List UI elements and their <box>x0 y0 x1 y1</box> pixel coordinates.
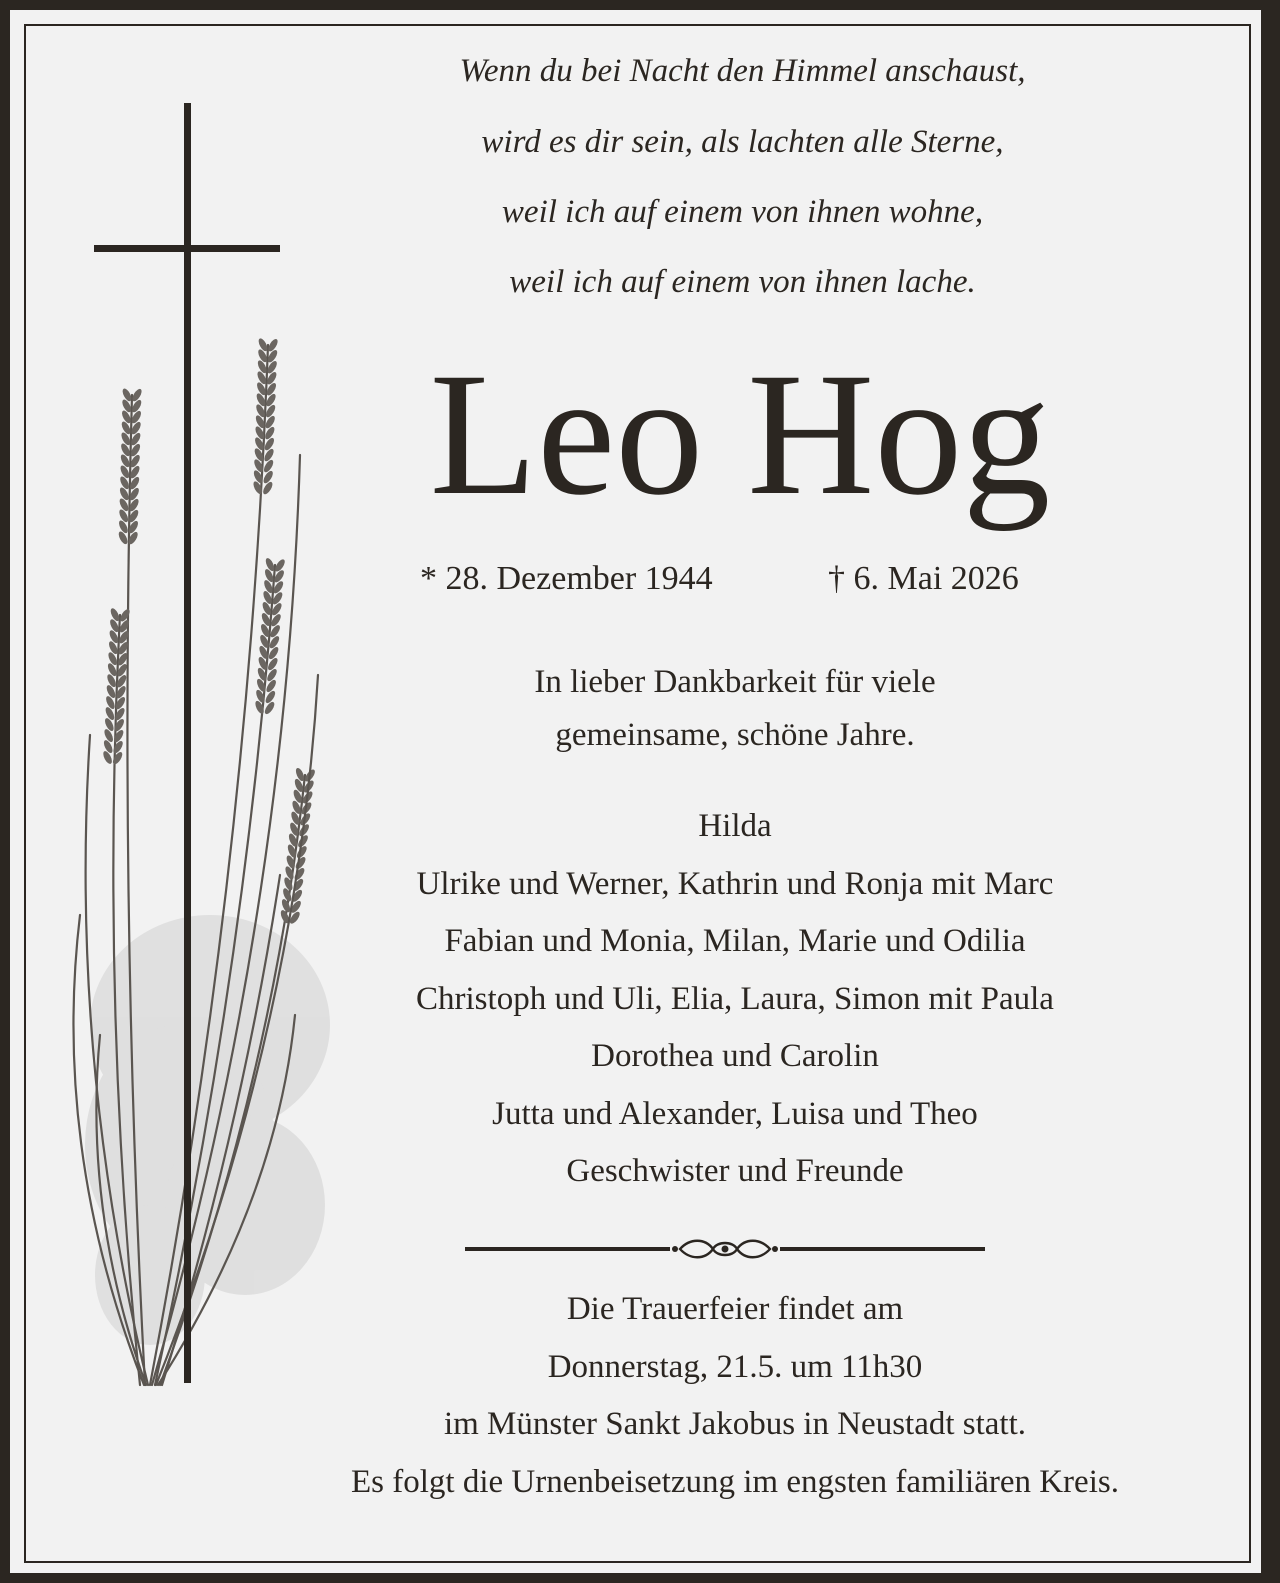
ceremony-line: Donnerstag, 21.5. um 11h30 <box>547 1349 923 1385</box>
wheat-grain <box>118 508 130 523</box>
wheat-grain <box>262 469 275 484</box>
gratitude-line: gemeinsame, schöne Jahre. <box>555 717 915 753</box>
ceremony-line: im Münster Sankt Jakobus in Neustadt statt. <box>443 1406 1027 1442</box>
verse-line: wird es dir sein, als lachten alle Sterne, <box>481 124 1004 160</box>
deceased-name: Leo Hog <box>429 337 1051 532</box>
wheat-grain <box>261 480 274 495</box>
mourner-line: Geschwister und Freunde <box>566 1153 904 1189</box>
mourner-line: Christoph und Uli, Elia, Laura, Simon mit Paula <box>416 981 1054 1017</box>
mourner-line: Jutta und Alexander, Luisa und Theo <box>492 1096 978 1132</box>
wheat-grain <box>262 458 275 473</box>
wheat-grain <box>117 530 129 545</box>
ceremony-line: Die Trauerfeier findet am <box>566 1291 904 1327</box>
wheat-grain <box>117 519 129 534</box>
verse-line: Wenn du bei Nacht den Himmel anschaust, <box>459 53 1026 89</box>
wheat-grain <box>111 750 124 765</box>
ceremony-line: Es folgt die Urnenbeisetzung im engsten familiären Kreis. <box>351 1464 1119 1500</box>
verse-line: weil ich auf einem von ihnen wohne, <box>501 194 984 230</box>
verse-line: weil ich auf einem von ihnen lache. <box>509 264 976 300</box>
wheat-grain <box>263 700 276 715</box>
mourner-line: Fabian und Monia, Milan, Marie und Odilia <box>444 923 1026 959</box>
gratitude-line: In lieber Dankbarkeit für viele <box>534 664 936 700</box>
birth-date: * 28. Dezember 1944 <box>420 560 713 597</box>
mourner-line: Ulrike und Werner, Kathrin und Ronja mit Marc <box>416 866 1054 902</box>
death-date: † 6. Mai 2026 <box>828 560 1019 597</box>
ornamental-divider-icon <box>465 1232 985 1266</box>
wheat-grain <box>112 739 125 754</box>
wheat-grain <box>263 447 276 462</box>
mourner-line: Dorothea und Carolin <box>591 1038 879 1074</box>
mourner-line: Hilda <box>698 808 772 844</box>
